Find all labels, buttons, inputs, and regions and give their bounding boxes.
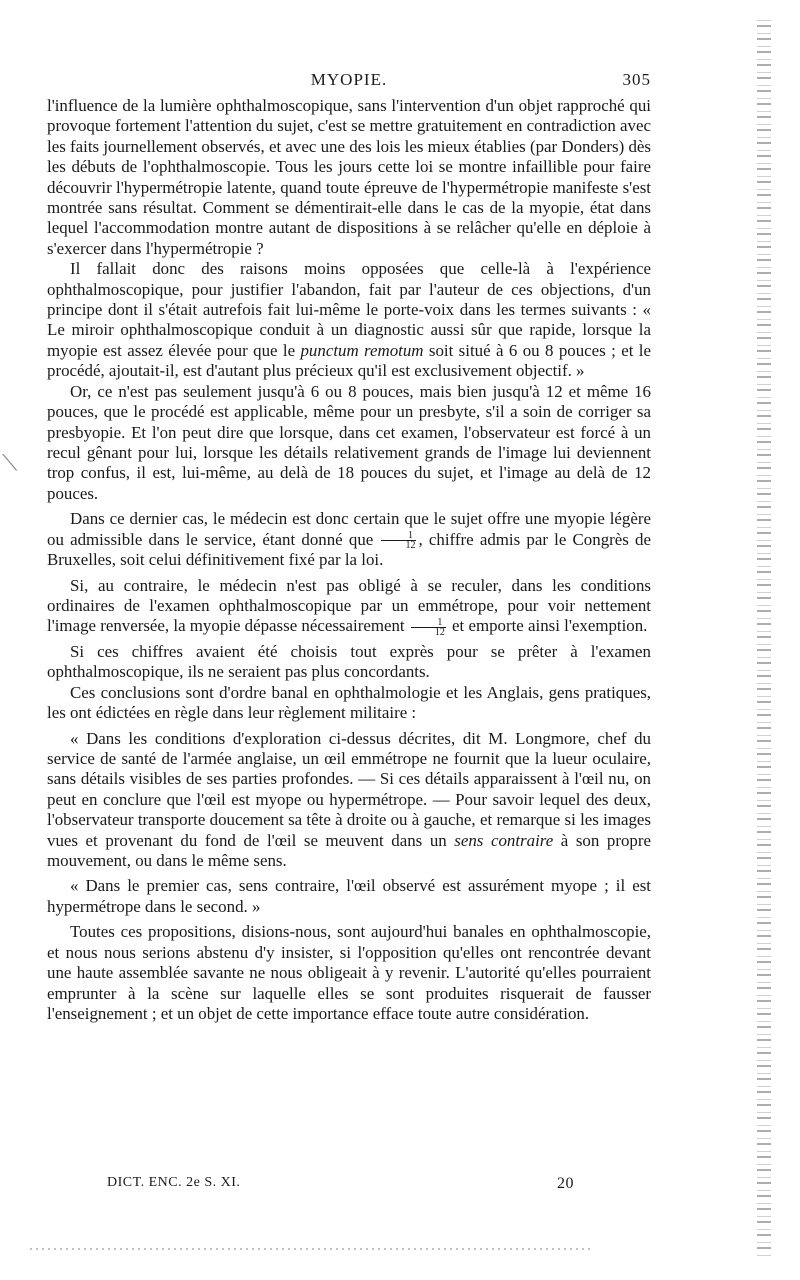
- signature-mark: DICT. ENC. 2e S. XI.: [107, 1175, 241, 1190]
- fraction: $\frac{1}{12}$: [411, 618, 446, 637]
- paragraph: Il fallait donc des raisons moins opposées que celle-là à l'expérience ophthalmoscopique, pour justifier l'abandon, fait par l'auteur de ces objections, d'un principe dont il s'était autrefois fait lui-même le porte-voix dans les termes suivants : « Le miroir ophthalmoscopique conduit à un diagnostic aussi sûr que rapide, lorsque la myopie est assez élevée pour que le punctum remotum soit situé à 6 ou 8 pouces ; et le procédé, ajoutait-il, est d'autant plus précieux qu'il est exclusivement objectif. »: [47, 259, 651, 381]
- paragraph: Toutes ces propositions, disions-nous, sont aujourd'hui banales en ophthalmoscopie, et nous nous serions abstenu d'y insister, si l'opposition qu'elles ont rencontrée devant une haute assemblée savante ne nous obligeait à y revenir. L'autorité qu'elles pourraient emprunter à la scène sur laquelle elles se sont produites risquerait de fausser l'enseignement ; et un objet de cette importance efface toute autre considération.: [47, 922, 651, 1023]
- scan-margin-strip: [757, 20, 771, 1260]
- document-page: [47, 70, 651, 1192]
- running-header: [47, 70, 651, 96]
- paragraph: l'influence de la lumière ophthalmoscopique, sans l'intervention d'un objet rapproché qui provoque fortement l'attention du sujet, c'est se mettre gratuitement en contradiction avec les faits journellement observés, et avec une des lois les mieux établies (par Donders) dès les débuts de l'ophthalmoscopie. Tous les jours cette loi se montre infaillible pour faire découvrir l'hypermétropie latente, quand toute épreuve de l'hypermétropie manifeste s'est montrée sans résultat. Comment se démentirait-elle dans le cas de la myopie, état dans lequel l'accommodation montre autant de dispositions à se relâcher qu'elle en déploie à s'exercer dans l'hypermétropie ?: [47, 96, 651, 258]
- quotation: « Dans les conditions d'exploration ci-dessus décrites, dit M. Longmore, chef du service de santé de l'armée anglaise, un œil emmétrope ne fournit que la lueur oculaire, sans détails visibles de ses parties profondes. — Si ces détails apparaissent à l'œil nu, on peut en conclure que l'œil est myope ou hypermétrope. — Pour savoir lequel des deux, l'observateur transporte doucement sa tête à droite ou à gauche, et remarque si les images vues et provenant du fond de l'œil se meuvent dans un sens contraire à son propre mouvement, ou dans le même sens.: [47, 728, 651, 871]
- paragraph: Dans ce dernier cas, le médecin est donc certain que le sujet offre une myopie légère ou admissible dans le service, étant donné que $\frac{1}{12}$ , chiffre admis par le Congrès de Bruxelles, soit celui définitivement fixé par la loi.: [47, 509, 651, 570]
- paragraph: Si ces chiffres avaient été choisis tout exprès pour se prêter à l'examen ophthalmoscopique, ils ne seraient pas plus concordants.: [47, 642, 651, 682]
- latin-term: punctum remotum: [300, 340, 424, 360]
- scan-bottom-dots: [30, 1248, 590, 1250]
- main-text: [47, 96, 651, 1024]
- fraction: $\frac{1}{12}$: [381, 531, 416, 550]
- scan-edge-mark: ⟍: [2, 450, 18, 475]
- paragraph: Si, au contraire, le médecin n'est pas obligé à se reculer, dans les conditions ordinaires de l'examen ophthalmoscopique par un emmétrope, pour voir nettement l'image renversée, la myopie dépasse nécessairement $\frac{1}{12}$ et emporte ainsi l'exemption.: [47, 575, 651, 638]
- quotation: « Dans le premier cas, sens contraire, l'œil observé est assurément myope ; il est hypermétrope dans le second. »: [47, 876, 651, 916]
- running-title: MYOPIE.: [310, 70, 388, 89]
- paragraph: Ces conclusions sont d'ordre banal en ophthalmologie et les Anglais, gens pratiques, les ont édictées en règle dans leur règlement militaire :: [47, 682, 651, 723]
- page-number: 305: [622, 70, 651, 89]
- sheet-number: 20: [557, 1175, 574, 1192]
- emphasized-term: sens contraire: [454, 830, 554, 850]
- paragraph: Or, ce n'est pas seulement jusqu'à 6 ou 8 pouces, mais bien jusqu'à 12 et même 16 pouces, que le procédé est applicable, même pour un presbyte, s'il a soin de corriger sa presbyopie. Et l'on peut dire que lorsque, dans cet examen, l'observateur est forcé à un recul gênant pour lui, lorsque les détails relativement grands de l'image lui deviennent trop confus, il est, lui-même, au delà de 18 pouces du sujet, et l'image au delà de 12 pouces.: [47, 381, 651, 503]
